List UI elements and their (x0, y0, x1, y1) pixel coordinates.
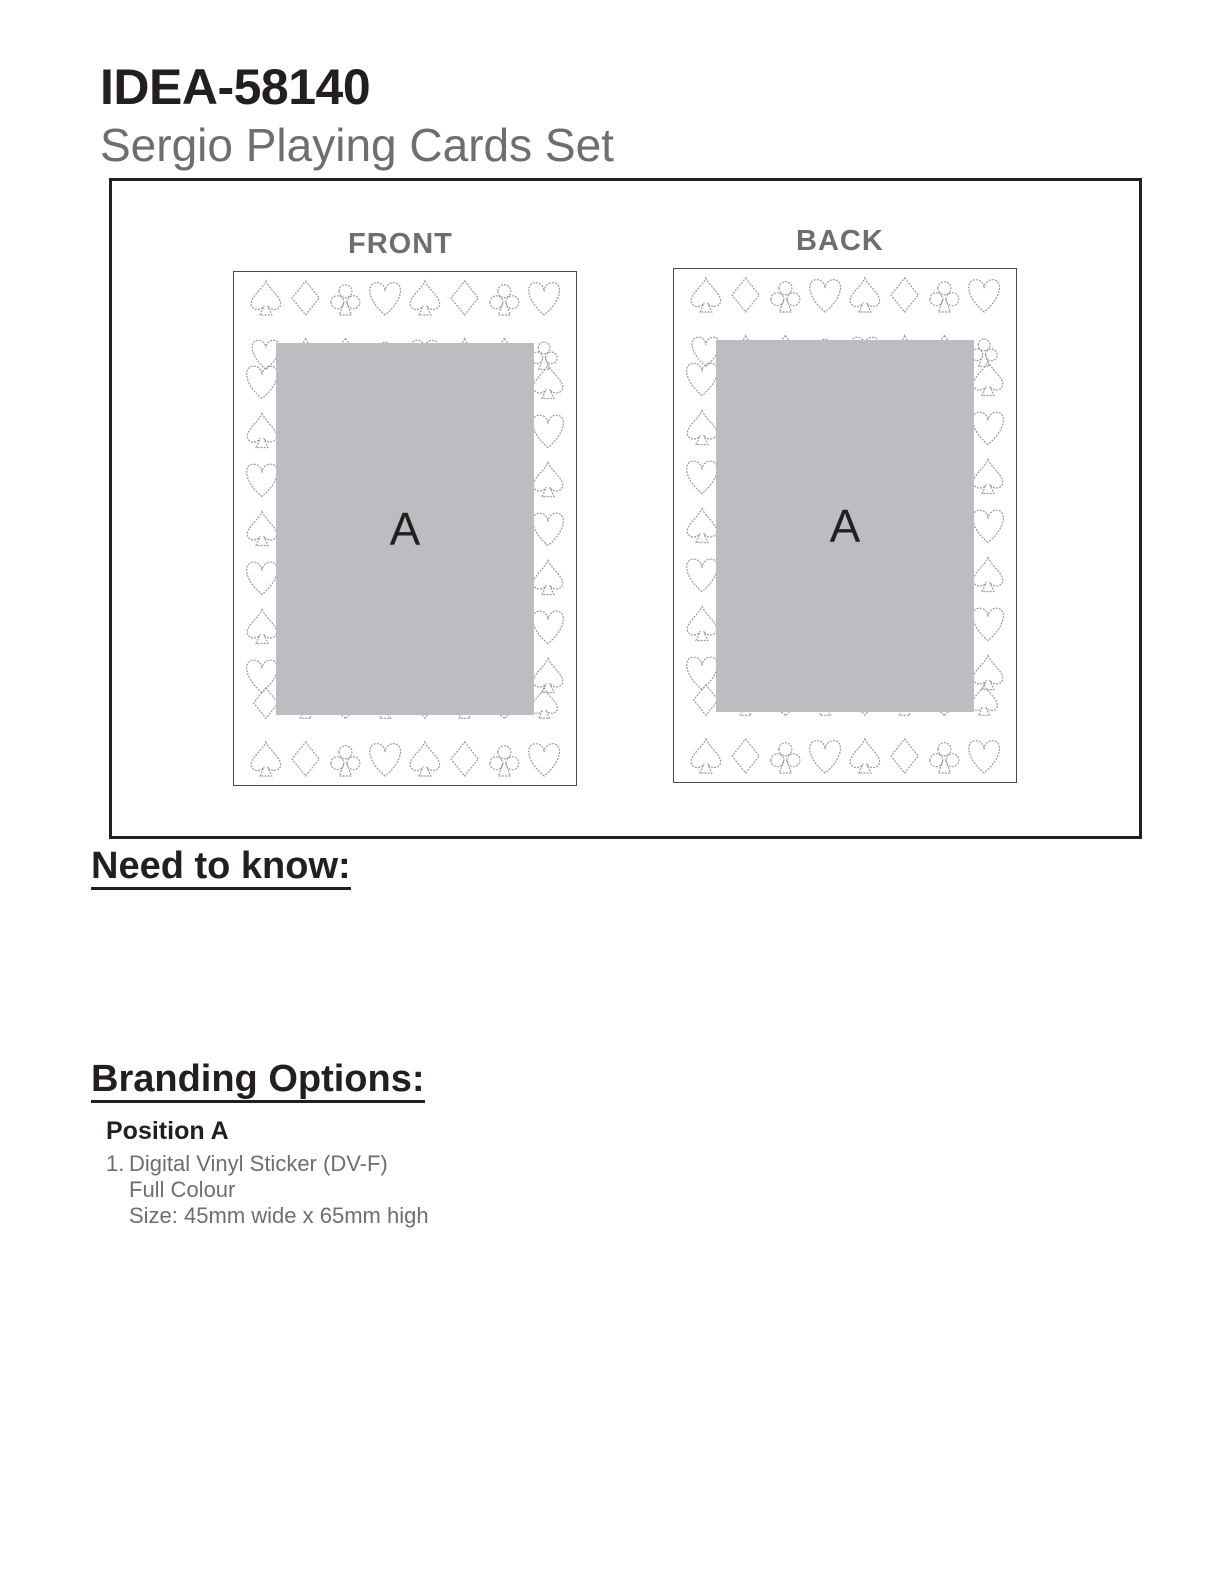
heart-icon (247, 366, 278, 398)
product-name: Sergio Playing Cards Set (100, 119, 614, 171)
club-icon (531, 342, 557, 369)
spade-icon (410, 281, 440, 315)
diamond-icon (292, 281, 319, 315)
back-position-label: A (829, 500, 861, 552)
heart-icon (247, 660, 278, 692)
diamond-icon (254, 688, 278, 719)
heart-icon (810, 280, 841, 312)
spade-icon (691, 739, 721, 773)
diamond-icon (292, 742, 319, 776)
club-icon (971, 339, 997, 366)
heart-icon (533, 611, 564, 643)
front-card (233, 271, 577, 786)
spade-icon (251, 742, 281, 776)
back-imprint-area (716, 340, 974, 712)
option-method: Digital Vinyl Sticker (DV-F) (129, 1151, 388, 1176)
heart-icon (687, 657, 718, 689)
spade-icon (247, 610, 277, 644)
spade-icon (247, 414, 277, 448)
back-label: BACK (796, 225, 884, 257)
club-icon (771, 743, 800, 773)
spade-icon (691, 278, 721, 312)
club-icon (331, 746, 360, 776)
club-icon (930, 282, 959, 312)
spade-icon (410, 742, 440, 776)
spade-icon (687, 607, 717, 641)
diamond-icon (451, 742, 478, 776)
heart-icon (687, 559, 718, 591)
spade-icon (533, 463, 563, 497)
club-icon (490, 746, 519, 776)
option-number: 1. (106, 1151, 125, 1176)
diamond-icon (694, 685, 718, 716)
heart-icon (687, 363, 718, 395)
branding-options-heading: Branding Options: (91, 1058, 425, 1103)
back-card (673, 268, 1017, 783)
spade-icon (973, 656, 1003, 690)
heart-icon (370, 283, 401, 315)
spade-icon (850, 278, 880, 312)
diamond-icon (732, 739, 759, 773)
spade-icon (247, 512, 277, 546)
need-to-know-heading: Need to know: (91, 845, 351, 890)
spade-icon (687, 411, 717, 445)
front-position-label: A (389, 503, 421, 555)
heart-icon (973, 608, 1004, 640)
spade-icon (251, 281, 281, 315)
heart-icon (810, 741, 841, 773)
heart-icon (533, 513, 564, 545)
club-icon (490, 285, 519, 315)
front-label: FRONT (348, 228, 453, 260)
club-icon (930, 743, 959, 773)
spade-icon (850, 739, 880, 773)
heart-icon (529, 283, 560, 315)
heart-icon (687, 461, 718, 493)
heart-icon (973, 510, 1004, 542)
diamond-icon (891, 739, 918, 773)
heart-icon (529, 744, 560, 776)
diamond-icon (732, 278, 759, 312)
club-icon (331, 285, 360, 315)
diamond-icon (891, 278, 918, 312)
heart-icon (969, 741, 1000, 773)
heart-icon (247, 464, 278, 496)
spade-icon (533, 561, 563, 595)
spade-icon (533, 659, 563, 693)
spade-icon (973, 460, 1003, 494)
heart-icon (973, 412, 1004, 444)
heart-icon (533, 415, 564, 447)
club-icon (771, 282, 800, 312)
spade-icon (973, 558, 1003, 592)
front-imprint-area (276, 343, 534, 715)
spade-icon (687, 509, 717, 543)
heart-icon (969, 280, 1000, 312)
heart-icon (370, 744, 401, 776)
diamond-icon (451, 281, 478, 315)
position-title: Position A (106, 1117, 229, 1145)
heart-icon (247, 562, 278, 594)
option-colour: Full Colour (129, 1177, 236, 1202)
option-size: Size: 45mm wide x 65mm high (129, 1203, 429, 1228)
product-code: IDEA-58140 (100, 59, 371, 115)
